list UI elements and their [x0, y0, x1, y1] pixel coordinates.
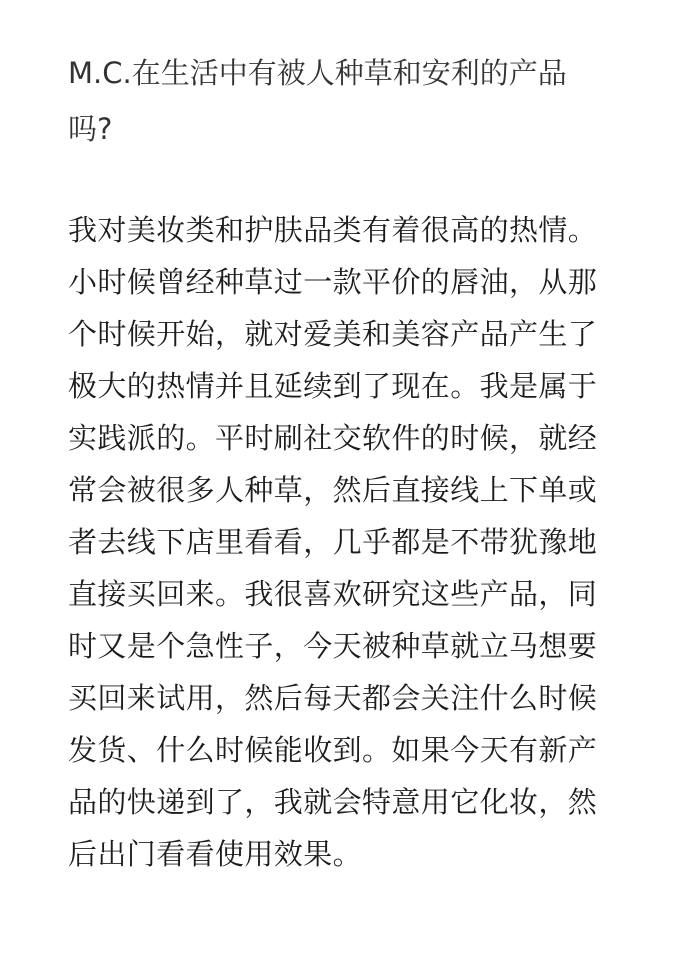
answer-line: 发货、什么时候能收到。如果今天有新产 [68, 733, 598, 767]
answer-line: 常会被很多人种草，然后直接线上下单或 [68, 473, 598, 507]
answer-line: 直接买回来。我很喜欢研究这些产品，同 [68, 577, 598, 611]
question-heading [68, 45, 628, 157]
answer-line: 时又是个急性子，今天被种草就立马想要 [68, 629, 598, 663]
answer-line: 个时候开始，就对爱美和美容产品产生了 [68, 317, 598, 351]
answer-line: 我对美妆类和护肤品类有着很高的热情。 [68, 213, 598, 247]
answer-paragraph [68, 204, 628, 880]
answer-line: 买回来试用，然后每天都会关注什么时候 [68, 681, 598, 715]
answer-line: 后出门看看使用效果。 [68, 837, 363, 871]
answer-line: 实践派的。平时刷社交软件的时候，就经 [68, 421, 598, 455]
question-line: 吗? [68, 112, 113, 146]
answer-line: 小时候曾经种草过一款平价的唇油，从那 [68, 265, 598, 299]
question-line: M.C.在生活中有被人种草和安利的产品 [68, 56, 567, 90]
answer-line: 品的快递到了，我就会特意用它化妆，然 [68, 785, 598, 819]
answer-line: 者去线下店里看看，几乎都是不带犹豫地 [68, 525, 598, 559]
answer-line: 极大的热情并且延续到了现在。我是属于 [68, 369, 598, 403]
